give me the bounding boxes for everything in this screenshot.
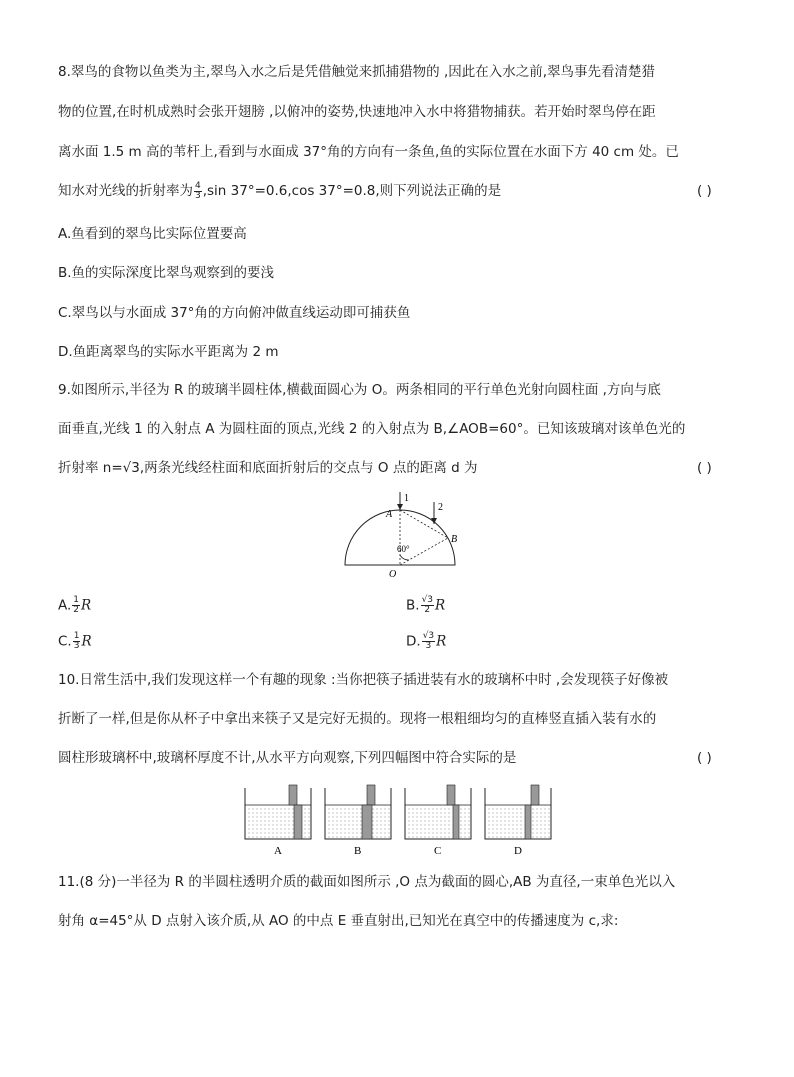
q8-option-d: D.鱼距离翠鸟的实际水平距离为 2 m [58, 344, 279, 360]
cup-label-b: B [354, 845, 362, 857]
q9-option-b: B. $\frac{√3}{2}$ R [406, 595, 446, 615]
angle-label: 60° [397, 544, 410, 554]
ray-1-label: 1 [404, 493, 409, 504]
q8-option-a: A.鱼看到的翠鸟比实际位置要高 [58, 226, 247, 242]
q8-line4-pre: 知水对光线的折射率为 [58, 183, 193, 199]
q10-answer-paren: ( ) [697, 750, 712, 766]
q8-text-line-3: 离水面 1.5 m 高的苇杆上,看到与水面成 37°角的方向有一条鱼,鱼的实际位置在水面下方 40 cm 处。已 [58, 144, 679, 160]
q10-cup-figures [240, 780, 570, 860]
angle-arc [400, 555, 409, 560]
point-a-label: A [386, 509, 393, 520]
q9-option-c: C. $\frac{1}{3}$ R [58, 631, 92, 651]
q10-text-line-2: 折断了一样,但是你从杯子中拿出来筷子又是完好无损的。现将一根粗细均匀的直棒竖直插入装有水的 [58, 711, 657, 727]
point-b-label: B [451, 534, 458, 545]
q9-answer-paren: ( ) [697, 460, 712, 476]
q8-answer-paren: ( ) [697, 183, 712, 199]
cup-a [245, 785, 311, 839]
q9-text-line-2: 面垂直,光线 1 的入射点 A 为圆柱面的顶点,光线 2 的入射点为 B,∠AOB=60°。已知该玻璃对该单色光的 [58, 421, 686, 437]
cup-label-c: C [434, 845, 442, 857]
ray-2-label: 2 [438, 502, 443, 513]
q10-text-line-1: 10.日常生活中,我们发现这样一个有趣的现象 :当你把筷子插进装有水的玻璃杯中时 ,会发现筷子好像被 [58, 672, 669, 688]
q11-text-line-1: 11.(8 分)一半径为 R 的半圆柱透明介质的截面如图所示 ,O 点为截面的圆心,AB 为直径,一束单色光以入 [58, 874, 676, 890]
q9-text-line-1: 9.如图所示,半径为 R 的玻璃半圆柱体,横截面圆心为 O。两条相同的平行单色光射向圆柱面 ,方向与底 [58, 382, 661, 398]
cup-label-a: A [274, 845, 282, 857]
q8-text-line-2: 物的位置,在时机成熟时会张开翅膀 ,以俯冲的姿势,快速地冲入水中将猎物捕获。若开始时翠鸟停在距 [58, 104, 656, 120]
q8-refractive-fraction: $\frac{4}{3}$ [195, 180, 201, 201]
q8-option-c: C.翠鸟以与水面成 37°角的方向俯冲做直线运动即可捕获鱼 [58, 305, 411, 321]
q9-option-d: D. $\frac{√3}{3}$ R [406, 631, 447, 651]
q8-option-b: B.鱼的实际深度比翠鸟观察到的要浅 [58, 265, 275, 281]
q9-semicircle-figure [335, 488, 465, 580]
q11-text-line-2: 射角 α=45°从 D 点射入该介质,从 AO 的中点 E 垂直射出,已知光在真空中的传播速度为 c,求: [58, 913, 619, 929]
q9-option-a: A. $\frac{1}{2}$ R [58, 595, 92, 615]
q10-text-line-3: 圆柱形玻璃杯中,玻璃杯厚度不计,从水平方向观察,下列四幅图中符合实际的是 [58, 750, 517, 766]
q8-line4-post: ,sin 37°=0.6,cos 37°=0.8,则下列说法正确的是 [202, 183, 502, 199]
cup-b [325, 785, 391, 839]
cup-d [485, 785, 551, 839]
refracted-ray-dashed [400, 510, 448, 538]
q8-text-line-1: 8.翠鸟的食物以鱼类为主,翠鸟入水之后是凭借触觉来抓捕猎物的 ,因此在入水之前,翠鸟事先看清楚猎 [58, 64, 656, 80]
q8-text-line-4 [58, 181, 501, 201]
point-o-label: O [389, 569, 397, 580]
q9-text-line-3: 折射率 n=√3,两条光线经柱面和底面折射后的交点与 O 点的距离 d 为 [58, 460, 478, 476]
cup-label-d: D [514, 845, 522, 857]
ray-1-arrow [397, 504, 403, 510]
cup-c [405, 785, 471, 839]
